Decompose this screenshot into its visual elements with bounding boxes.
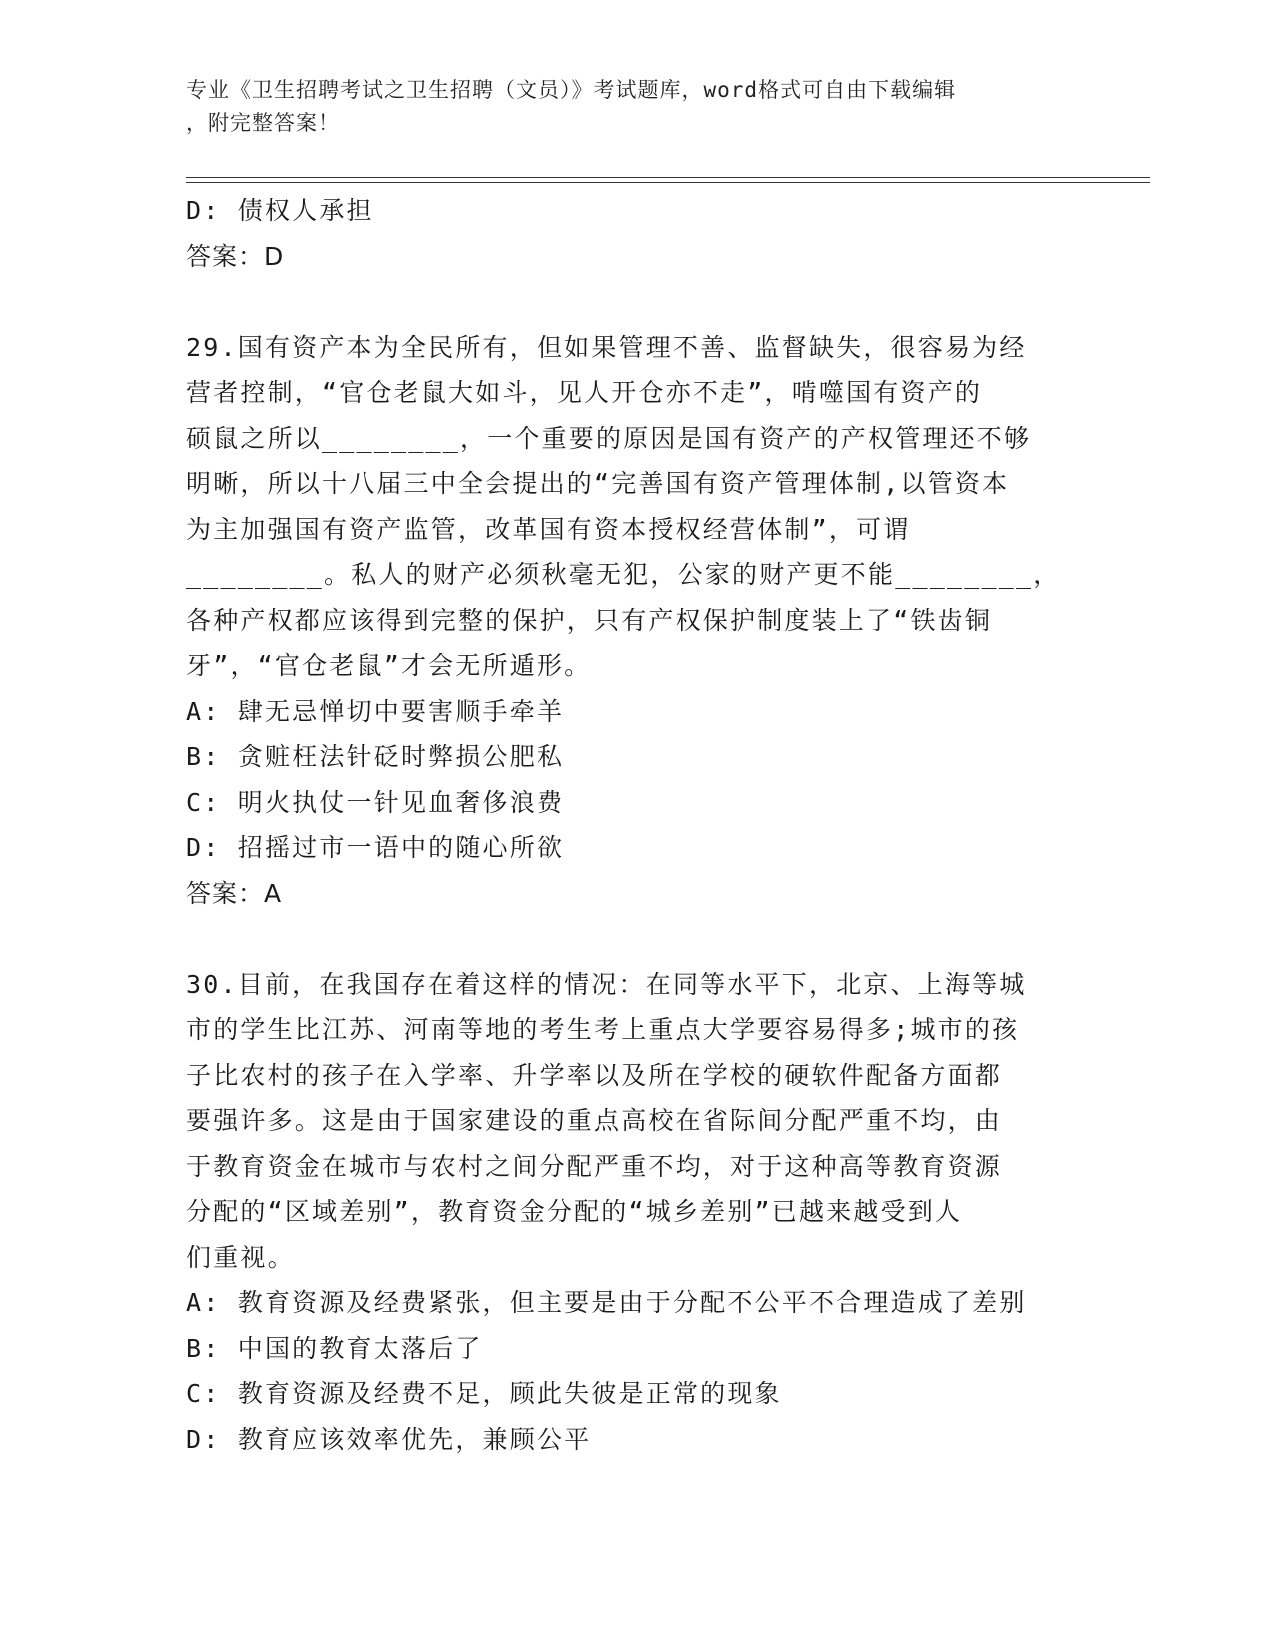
question-30-option-a: A: 教育资源及经费紧张，但主要是由于分配不公平不合理造成了差别 (186, 1288, 1027, 1317)
question-29-line: ________。私人的财产必须秋毫无犯，公家的财产更不能________， (186, 560, 1061, 589)
question-29-option-d: D: 招摇过市一语中的随心所欲 (186, 833, 565, 862)
question-29-option-b: B: 贪赃枉法针砭时弊损公肥私 (186, 742, 565, 771)
prev-answer: 答案：D (186, 241, 285, 271)
question-29-line: 为主加强国有资产监管，改革国有资本授权经营体制”，可谓 (186, 514, 911, 544)
question-30-line: 分配的“区域差别”，教育资金分配的“城乡差别”已越来越受到人 (186, 1197, 963, 1226)
question-29-line: 硕鼠之所以________，一个重要的原因是国有资产的产权管理还不够 (186, 423, 1032, 453)
prev-option-d: D: 债权人承担 (186, 196, 374, 225)
question-29-answer: 答案：A (186, 878, 283, 908)
question-30-line: 市的学生比江苏、河南等地的考生考上重点大学要容易得多;城市的孩 (186, 1015, 1020, 1044)
question-29-line: 各种产权都应该得到完整的保护，只有产权保护制度装上了“铁齿铜 (186, 605, 993, 635)
question-29-line: 明晰，所以十八届三中全会提出的“完善国有资产管理体制,以管资本 (186, 469, 1010, 498)
header-double-rule (186, 177, 1150, 183)
question-content (186, 188, 1086, 1462)
question-29 (186, 325, 1086, 917)
question-30-option-c: C: 教育资源及经费不足，顾此失彼是正常的现象 (186, 1379, 782, 1408)
question-30-option-d: D: 教育应该效率优先，兼顾公平 (186, 1424, 592, 1454)
question-30-line: 30.目前，在我国存在着这样的情况：在同等水平下，北京、上海等城 (186, 969, 1027, 999)
page-header (186, 74, 1086, 140)
spacer (186, 279, 1086, 325)
question-30-option-b: B: 中国的教育太落后了 (186, 1333, 483, 1363)
question-30-line: 要强许多。这是由于国家建设的重点高校在省际间分配严重不均，由 (186, 1106, 1003, 1135)
header-line-2: ，附完整答案！ (186, 111, 340, 135)
question-29-option-a: A: 肆无忌惮切中要害顺手牵羊 (186, 696, 565, 726)
question-30-line: 们重视。 (186, 1242, 295, 1272)
question-29-line: 牙”，“官仓老鼠”才会无所遁形。 (186, 651, 592, 680)
header-line-1: 专业《卫生招聘考试之卫生招聘（文员）》考试题库，word格式可自由下载编辑 (186, 78, 957, 102)
spacer (186, 916, 1086, 962)
question-30-line: 子比农村的孩子在入学率、升学率以及所在学校的硬软件配备方面都 (186, 1060, 1003, 1090)
question-29-line: 29.国有资产本为全民所有，但如果管理不善、监督缺失，很容易为经 (186, 332, 1027, 362)
question-29-option-c: C: 明火执仗一针见血奢侈浪费 (186, 787, 565, 817)
question-30-line: 于教育资金在城市与农村之间分配严重不均，对于这种高等教育资源 (186, 1151, 1003, 1181)
question-29-line: 营者控制，“官仓老鼠大如斗，见人开仓亦不走”，啃噬国有资产的 (186, 378, 983, 407)
question-30 (186, 962, 1086, 1463)
